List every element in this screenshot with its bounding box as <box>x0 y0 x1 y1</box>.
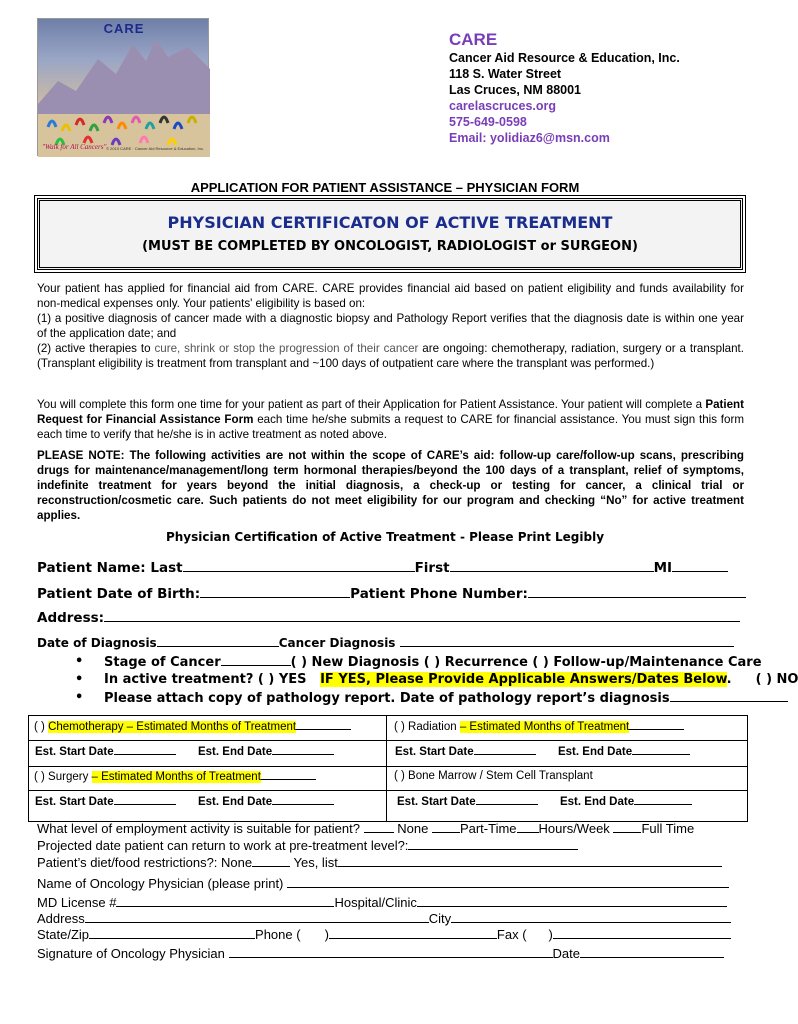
logo-copyright: © 2010 CARE · Cancer Aid Resource & Education, Inc. <box>106 146 204 151</box>
return-date-field[interactable] <box>408 838 578 850</box>
city-state-zip: Las Cruces, NM 88001 <box>449 83 582 97</box>
city-field[interactable] <box>451 911 731 923</box>
first-name-field[interactable] <box>450 560 654 572</box>
stage-options[interactable]: ( ) New Diagnosis ( ) Recurrence ( ) Follow-up/Maintenance Care <box>290 655 762 670</box>
surgery-option[interactable]: ( ) Surgery – Estimated Months of Treatment <box>34 770 316 783</box>
active-no-option[interactable]: ( ) NO <box>755 672 798 687</box>
treatment-grid <box>28 715 748 822</box>
radiation-option[interactable]: ( ) Radiation – Estimated Months of Treatment <box>394 720 684 733</box>
dob-field[interactable] <box>200 586 350 598</box>
diet-none-field[interactable] <box>252 855 290 867</box>
radiation-dates: Est. Start Date Est. End Date <box>395 745 690 758</box>
surgery-dates: Est. Start Date Est. End Date <box>35 795 334 808</box>
state-zip-field[interactable] <box>89 927 255 939</box>
signature-date-field[interactable] <box>580 946 724 958</box>
chemo-dates: Est. Start Date Est. End Date <box>35 745 334 758</box>
surgery-start-field[interactable] <box>114 795 176 805</box>
employment-none-field[interactable] <box>364 821 394 833</box>
mountain-image <box>38 19 210 157</box>
fax-field[interactable] <box>553 927 731 939</box>
signature-row: Signature of Oncology Physician Date <box>37 946 724 961</box>
radiation-end-field[interactable] <box>632 745 690 755</box>
intro-criterion-1: (1) a positive diagnosis of cancer made with a diagnostic biopsy and Pathology Report verifies that the diagnosis date is within one year of the application date; and <box>37 312 744 340</box>
physician-address-field[interactable] <box>85 911 429 923</box>
diagnosis-row: Date of Diagnosis Cancer Diagnosis <box>37 635 734 650</box>
hospital-field[interactable] <box>417 895 727 907</box>
contact-block <box>449 30 680 146</box>
hours-week-field[interactable] <box>517 821 539 833</box>
employment-parttime-field[interactable] <box>432 821 460 833</box>
employment-fulltime-field[interactable] <box>613 821 641 833</box>
return-to-work-row: Projected date patient can return to work at pre-treatment level?: <box>37 838 578 853</box>
intro-criterion-2: (2) active therapies to cure, shrink or stop the progression of their cancer are ongoing: chemotherapy, radiation, surgery or a transplant. (Transplant eligibility is treatment from transplant and ~100 days of outpatient care where the transplant was performed.) <box>37 342 744 370</box>
cancer-diagnosis-field[interactable] <box>400 635 734 647</box>
pathology-date-field[interactable] <box>670 690 788 702</box>
patient-address-field[interactable] <box>104 610 740 622</box>
please-note-paragraph: PLEASE NOTE: The following activities are not within the scope of CARE’s aid: follow-up care/follow-up scans, prescribing drugs for maintenance/management/long term hormonal therapies/beyond the 100 days of a transplant, relief of symptoms, indefinite treatment for years beyond the initial diagnosis, a check-up or testing for cancer, a clinical trial or reconstruction/cosmetic care. Such patients do not meet eligibility for our program and checking “No” for active treatment applies. <box>37 449 744 522</box>
patient-phone-field[interactable] <box>528 586 746 598</box>
form-subtitle: (MUST BE COMPLETED BY ONCOLOGIST, RADIOLOGIST or SURGEON) <box>142 239 638 254</box>
physician-phone-field[interactable] <box>329 927 497 939</box>
marrow-dates: Est. Start Date Est. End Date <box>397 795 692 808</box>
marrow-end-field[interactable] <box>634 795 692 805</box>
employment-row: What level of employment activity is suitable for patient? None Part-Time Hours/Week Full Time <box>37 821 695 836</box>
email-address[interactable]: Email: yolidiaz6@msn.com <box>449 131 610 145</box>
marrow-start-field[interactable] <box>476 795 538 805</box>
phone-number: 575-649-0598 <box>449 115 527 129</box>
last-name-field[interactable] <box>183 560 415 572</box>
certification-heading: Physician Certification of Active Treatment - Please Print Legibly <box>165 530 605 544</box>
chemo-end-field[interactable] <box>272 745 334 755</box>
chemo-start-field[interactable] <box>114 745 176 755</box>
active-yes-option[interactable]: In active treatment? ( ) YES <box>104 672 307 687</box>
patient-name-row: Patient Name: Last First MI <box>37 560 728 576</box>
patient-address-row: Address: <box>37 610 740 626</box>
stage-field[interactable] <box>221 654 291 666</box>
physician-address-row: Address City <box>37 911 731 926</box>
website-link[interactable]: carelascruces.org <box>449 99 557 113</box>
instructions-paragraph: You will complete this form one time for your patient as part of their Application for Patient Assistance. Your patient will complete a Patient Request for Financial Assistance Form each time he/she submits a request to CARE for financial assistance. You must sign this form each time to verify that he/she is in active treatment as noted above. <box>37 398 744 441</box>
patient-dob-row: Patient Date of Birth: Patient Phone Number: <box>37 586 746 602</box>
form-heading: APPLICATION FOR PATIENT ASSISTANCE – PHYSICIAN FORM <box>190 180 580 195</box>
statezip-row: State/Zip Phone ( ) Fax ( ) <box>37 927 731 942</box>
logo-caption: "Walk for All Cancers" <box>42 143 107 151</box>
bone-marrow-option[interactable]: ( ) Bone Marrow / Stem Cell Transplant <box>394 770 593 782</box>
diagnosis-date-field[interactable] <box>157 635 279 647</box>
title-box <box>37 198 743 270</box>
physician-name-field[interactable] <box>287 876 729 888</box>
street-address: 118 S. Water Street <box>449 67 562 81</box>
intro-eligibility: Your patient has applied for financial aid from CARE. CARE provides financial aid based on patient eligibility and funds availability for non-medical expenses only. Your patients' eligibility is based on: <box>37 282 744 310</box>
org-full-name: Cancer Aid Resource & Education, Inc. <box>449 51 680 65</box>
intro-paragraph <box>37 281 744 371</box>
care-logo <box>37 18 209 156</box>
active-yes-note: IF YES, Please Provide Applicable Answers/Dates Below <box>320 672 727 687</box>
diet-row: Patient’s diet/food restrictions?: None Yes, list <box>37 855 722 870</box>
diet-list-field[interactable] <box>338 855 722 867</box>
physician-name-row: Name of Oncology Physician (please print) <box>37 876 729 891</box>
md-license-field[interactable] <box>116 895 334 907</box>
org-short-name: CARE <box>449 30 498 49</box>
license-row: MD License # Hospital/Clinic <box>37 895 727 910</box>
radiation-start-field[interactable] <box>474 745 536 755</box>
logo-title: CARE <box>103 21 145 36</box>
form-title: PHYSICIAN CERTIFICATON OF ACTIVE TREATMENT <box>167 213 613 232</box>
chemo-option[interactable]: ( ) Chemotherapy – Estimated Months of Treatment <box>34 720 351 733</box>
surgery-end-field[interactable] <box>272 795 334 805</box>
middle-initial-field[interactable] <box>672 560 728 572</box>
signature-field[interactable] <box>229 946 553 958</box>
